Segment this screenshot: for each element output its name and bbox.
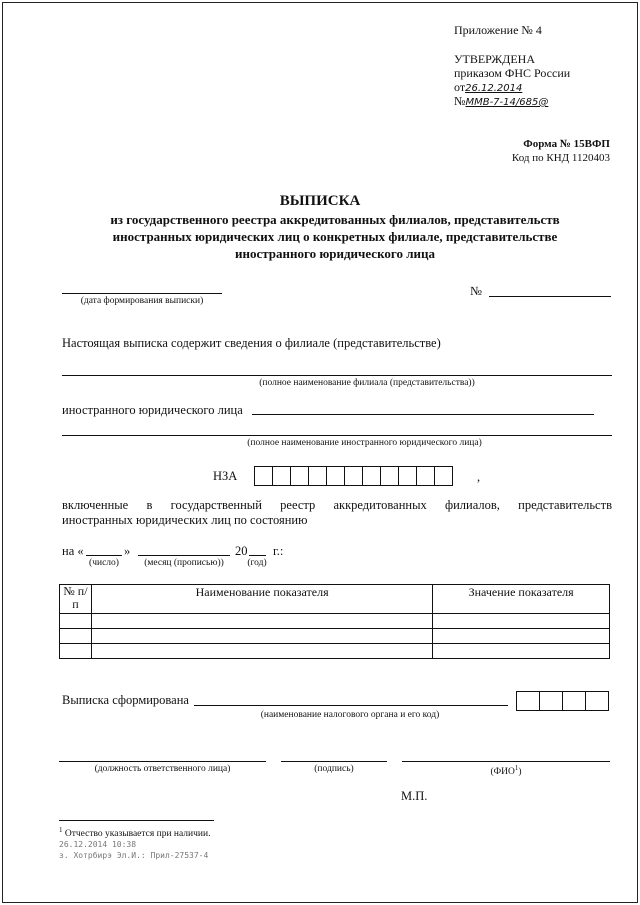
included-word: реестр — [280, 498, 316, 512]
foreign-entity-caption: (полное наименование иностранного юридического лица) — [247, 438, 482, 448]
fio-caption — [402, 764, 610, 777]
nza-cells[interactable] — [254, 466, 453, 486]
month-line[interactable] — [138, 555, 230, 556]
title-line-3: иностранного юридического лица — [234, 246, 435, 261]
handwritten-number: ММВ-7-14/685@ — [465, 97, 549, 108]
included-word: филиалов, — [444, 498, 500, 512]
footnote-text: Отчество указывается при наличии. — [64, 829, 211, 840]
tax-authority-caption: (наименование налогового органа и его код) — [260, 710, 440, 720]
included-line-2: иностранных юридических лиц по состоянию — [62, 513, 308, 527]
included-line-1 — [62, 498, 612, 513]
as-of-suffix: г.: — [273, 544, 284, 558]
tax-authority-line[interactable] — [194, 705, 508, 706]
included-word: в — [146, 498, 153, 512]
as-of-close-quote: » — [124, 544, 131, 558]
included-word: включенные — [62, 498, 129, 512]
table-row — [60, 614, 610, 629]
position-line[interactable] — [59, 761, 266, 762]
intro-text: Настоящая выписка содержит сведения о филиале (представительстве) — [62, 336, 441, 350]
title-line-2: иностранных юридических лиц о конкретных филиале, представительстве — [112, 229, 558, 244]
day-caption: (число) — [89, 558, 119, 568]
title-line-1: из государственного реестра аккредитованных филиалов, представительств — [110, 212, 560, 227]
stamp-place: М.П. — [401, 789, 428, 803]
col-num-header: № п/п — [60, 585, 92, 614]
fio-caption-close: ) — [518, 767, 522, 778]
number-prefix: № — [454, 94, 466, 108]
order-number — [454, 94, 548, 109]
table-cell[interactable] — [91, 644, 432, 659]
footnote-mark: 1 — [59, 826, 63, 834]
formation-date-caption: (дата формирования выписки) — [80, 296, 204, 306]
day-line[interactable] — [86, 555, 122, 556]
year-prefix: 20 — [235, 544, 248, 558]
table-cell[interactable] — [433, 629, 610, 644]
included-word: аккредитованных — [333, 498, 427, 512]
nza-comma: , — [477, 470, 481, 484]
table-cell[interactable] — [433, 614, 610, 629]
generated-label: Выписка сформирована — [62, 693, 189, 707]
order-date — [454, 80, 522, 95]
fio-line[interactable] — [402, 761, 610, 762]
tax-authority-code-cells[interactable] — [516, 691, 609, 711]
table-cell[interactable] — [91, 629, 432, 644]
number-label: № — [470, 284, 482, 298]
signature-line[interactable] — [281, 761, 387, 762]
indicators-table — [59, 584, 610, 659]
col-value-header: Значение показателя — [433, 585, 610, 614]
nza-label: НЗА — [213, 469, 238, 483]
form-code: Форма № 15ВФП — [523, 138, 610, 150]
print-stamp-2: з. Хотрбирэ Эл.И.: Прил-27537-4 — [59, 851, 209, 860]
table-cell[interactable] — [60, 629, 92, 644]
fio-footnote-mark: 1 — [514, 764, 519, 772]
footnote — [59, 826, 210, 839]
table-cell[interactable] — [60, 644, 92, 659]
as-of-prefix: на « — [62, 544, 84, 558]
print-stamp-1: 26.12.2014 10:38 — [59, 840, 137, 849]
branch-name-line[interactable] — [62, 375, 612, 376]
knd-code: Код по КНД 1120403 — [511, 152, 610, 164]
footnote-separator — [59, 820, 214, 821]
included-word: представительств — [518, 498, 612, 512]
extract-number-line[interactable] — [489, 296, 611, 297]
table-row — [60, 644, 610, 659]
foreign-entity-line[interactable] — [252, 414, 594, 415]
foreign-entity-line-2[interactable] — [62, 435, 612, 436]
position-caption: (должность ответственного лица) — [94, 764, 231, 774]
table-cell[interactable] — [433, 644, 610, 659]
month-caption: (месяц (прописью)) — [144, 558, 224, 568]
year-caption: (год) — [247, 558, 267, 568]
approved-label: УТВЕРЖДЕНА — [454, 52, 536, 66]
order-label: приказом ФНС России — [454, 66, 571, 80]
formation-date-line[interactable] — [62, 293, 222, 294]
branch-name-caption: (полное наименование филиала (представительства)) — [259, 378, 475, 388]
year-line[interactable] — [249, 555, 266, 556]
fio-caption-text: (ФИО — [490, 767, 515, 778]
col-name-header: Наименование показателя — [91, 585, 432, 614]
signature-caption: (подпись) — [314, 764, 354, 774]
handwritten-date: 26.12.2014 — [465, 83, 523, 94]
table-cell[interactable] — [91, 614, 432, 629]
foreign-entity-label: иностранного юридического лица — [62, 403, 243, 417]
table-cell[interactable] — [60, 614, 92, 629]
date-prefix: от — [454, 80, 466, 94]
appendix-number: Приложение № 4 — [454, 23, 542, 37]
document-title: ВЫПИСКА — [279, 193, 361, 209]
included-word: государственный — [170, 498, 262, 512]
table-header-row — [60, 585, 610, 614]
table-row — [60, 629, 610, 644]
